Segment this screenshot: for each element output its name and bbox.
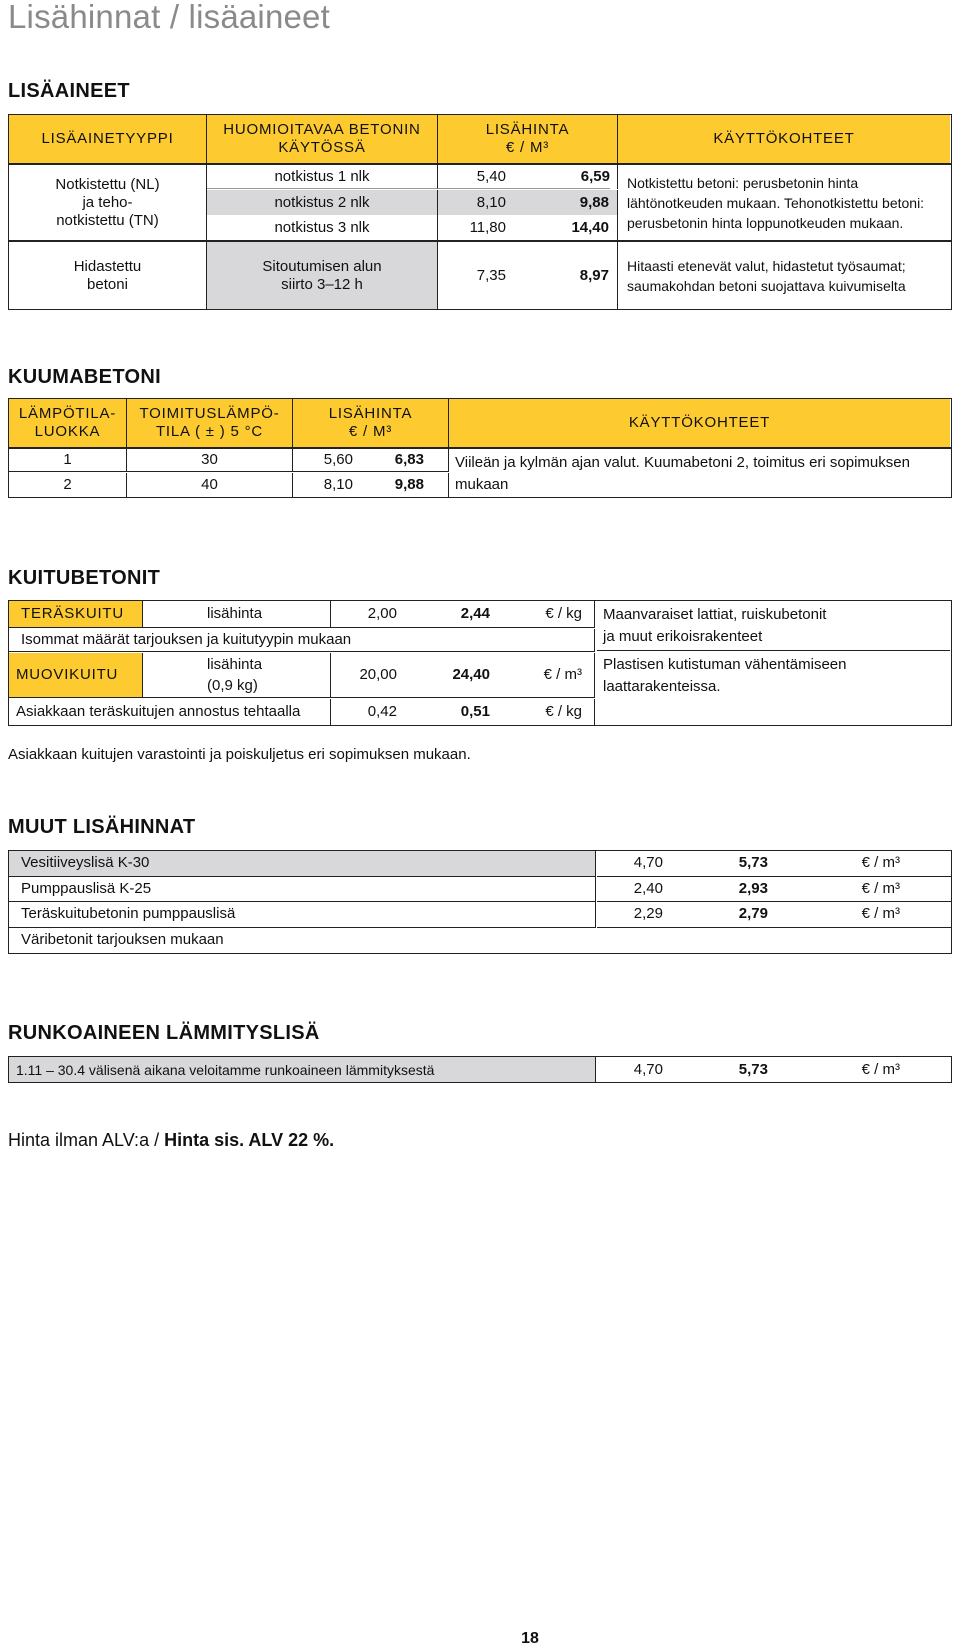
steel-net: 2,00 [331,601,397,628]
runko-unit: € / m³ [768,1057,900,1082]
row-notkistus-2-label: notkistus 2 nlk [207,190,438,215]
header-class: LÄMPÖTILA- LUOKKA [9,399,127,447]
muut-row-gross: 5,73 [663,851,768,877]
header-price [293,399,449,447]
vat-note [8,1130,334,1151]
header-use: KÄYTTÖKOHTEET [449,399,950,447]
section-heading-kuumabetoni: KUUMABETONI [8,366,161,388]
kuitubetonit-footnote: Asiakkaan kuitujen varastointi ja poiskuljetus eri sopimuksen mukaan. [8,746,471,763]
plastic-unit: € / m³ [490,653,595,698]
page-number: 18 [521,1630,539,1647]
net-hidastettu: 7,35 [438,242,506,309]
plastic-gross: 24,40 [397,653,490,698]
row-2-net: 8,10 [293,473,353,497]
header-price-unit: € / M³ [505,139,550,156]
plastic-use: Plastisen kutistuman vähentämiseen laattarakenteissa. [597,653,950,698]
muut-row-net: 2,29 [597,902,663,928]
row-1-temp: 30 [127,449,293,472]
row-notkistus-3-label: notkistus 3 nlk [207,215,438,240]
steel-note: Isommat määrät tarjouksen ja kuitutyypin mukaan [9,629,595,652]
muut-row-unit: € / m³ [768,877,951,903]
steel-gross: 2,44 [397,601,490,628]
row-notkistus-1-gross: 6,59 [506,165,610,189]
vat-note-bold: Hinta sis. ALV 22 %. [164,1130,335,1150]
plastic-label: lisähinta (0,9 kg) [143,653,331,698]
plastic-name: MUOVIKUITU [9,653,143,698]
use-kuumabetoni: Viileän ja kylmän ajan valut. Kuumabetoni 2, toimitus eri sopimuksen mukaan [455,454,910,493]
page-title: Lisähinnat / lisäaineet [8,0,330,35]
use-hidastettu: Hitaasti etenevät valut, hidastetut työsaumat; saumakohdan betoni suojattava kuivumiselta [620,242,950,309]
row-2-class: 2 [9,473,127,497]
header-type: LISÄAINETYYPPI [9,115,207,163]
row-1-net: 5,60 [293,449,353,472]
muut-row-net: 4,70 [597,851,663,877]
type-hidastettu: Hidastettu betoni [9,242,207,309]
header-note [207,115,438,163]
muut-row-label: Vesitiiveyslisä K-30 [9,851,596,877]
muut-row-label: Teräskuitubetonin pumppauslisä [9,902,596,928]
header-note-text: HUOMIOITAVAA BETONIN KÄYTÖSSÄ [223,121,421,156]
muut-row-gross: 2,79 [663,902,768,928]
runko-label: 1.11 – 30.4 välisenä aikana veloitamme runkoaineen lämmityksestä [9,1057,596,1082]
muut-row-label: Väribetonit tarjouksen mukaan [9,928,951,953]
muut-row-unit: € / m³ [768,851,951,877]
row-2-temp: 40 [127,473,293,497]
section-heading-lisaaineet: LISÄAINEET [8,80,130,102]
steel-label: lisähinta [143,601,331,628]
header-price-label: LISÄHINTA [485,121,570,138]
section-heading-runko: RUNKOAINEEN LÄMMITYSLISÄ [8,1022,320,1044]
row-notkistus-1-label: notkistus 1 nlk [207,165,438,189]
row-notkistus-2-net: 8,10 [438,190,506,215]
header-price-unit: € / M³ [348,423,393,440]
steel-name: TERÄSKUITU [9,601,143,628]
runko-net: 4,70 [597,1057,663,1082]
dosing-label: Asiakkaan teräskuitujen annostus tehtaalla [9,699,331,725]
muut-row-label: Pumppauslisä K-25 [9,877,596,903]
dosing-gross: 0,51 [397,699,490,725]
row-notkistus-3-net: 11,80 [438,215,506,240]
row-1-gross: 6,83 [353,449,449,472]
muut-row-gross: 2,93 [663,877,768,903]
dosing-net: 0,42 [331,699,397,725]
muut-row-net: 2,40 [597,877,663,903]
dosing-unit: € / kg [490,699,595,725]
steel-use: Maanvaraiset lattiat, ruiskubetonit ja muut erikoisrakenteet [597,601,950,651]
use-notkistettu: Notkistettu betoni: perusbetonin hinta lähtönotkeuden mukaan. Tehonotkistettu betoni: perusbetonin hinta loppunotkeuden mukaan. [620,165,950,240]
muut-row-unit: € / m³ [768,902,951,928]
type-notkistettu: Notkistettu (NL) ja teho- notkistettu (TN) [9,165,207,240]
divider [610,165,618,189]
row-1-class: 1 [9,449,127,472]
row-notkistus-3-gross: 14,40 [506,215,618,240]
steel-unit: € / kg [490,601,595,628]
header-price-label: LISÄHINTA [328,405,413,422]
row-notkistus-2-gross: 9,88 [506,190,618,215]
section-heading-kuitubetonit: KUITUBETONIT [8,567,161,589]
section-heading-muut: MUUT LISÄHINNAT [8,816,196,838]
note-hidastettu: Sitoutumisen alun siirto 3–12 h [207,242,438,309]
runko-gross: 5,73 [663,1057,768,1082]
plastic-net: 20,00 [331,653,397,698]
row-notkistus-1-net: 5,40 [438,165,506,189]
header-use: KÄYTTÖKOHTEET [618,115,950,163]
vat-note-normal: Hinta ilman ALV:a / [8,1130,165,1150]
row-2-gross: 9,88 [353,473,449,497]
header-temp: TOIMITUSLÄMPÖ- TILA ( ± ) 5 °C [127,399,293,447]
header-price [438,115,618,163]
gross-hidastettu: 8,97 [506,242,618,309]
